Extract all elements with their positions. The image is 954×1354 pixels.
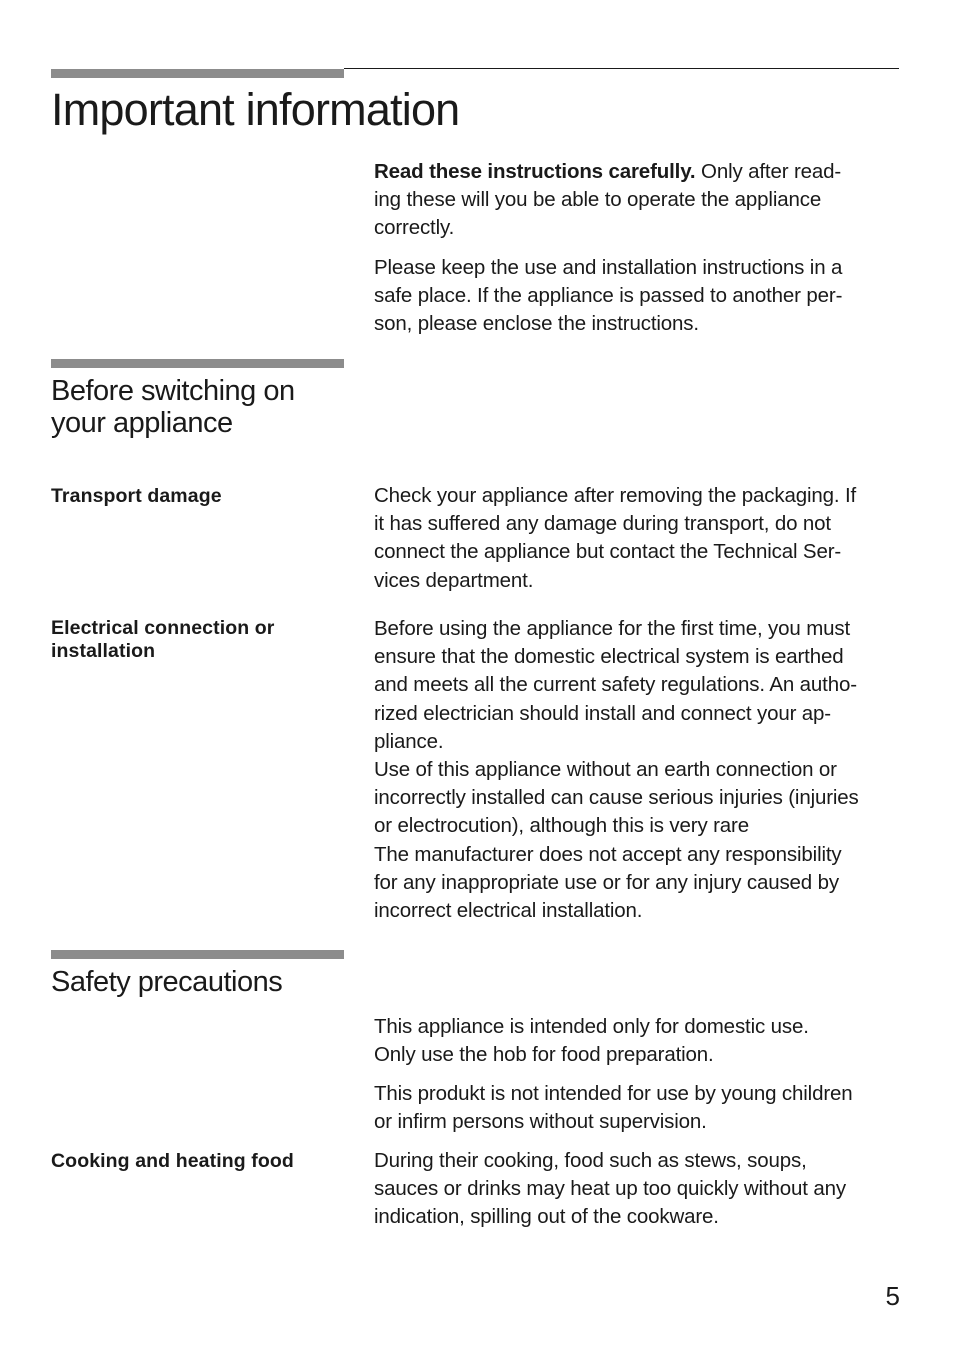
transport-line: vices department. <box>374 568 534 592</box>
intro-keep-line: Please keep the use and installation instructions in a <box>374 256 843 279</box>
cooking-line: sauces or drinks may heat up too quickly without any <box>374 1177 846 1201</box>
section-bar-safety <box>51 950 344 959</box>
safety-domestic-text <box>374 1013 906 1069</box>
section-title-before-switching <box>51 375 351 439</box>
intro-lead-rest-3: correctly. <box>374 216 455 240</box>
electrical-connection-text <box>374 615 906 925</box>
intro-keep-paragraph <box>374 254 906 339</box>
electrical-line: incorrect electrical installation. <box>374 899 643 923</box>
page-number: 5 <box>885 1281 900 1311</box>
cooking-heating-label: Cooking and heating food <box>51 1150 294 1172</box>
page-title: Important information <box>51 84 460 135</box>
section-bar-before-switching <box>51 359 344 368</box>
safety-domestic-line: This appliance is intended only for domestic use. <box>374 1015 809 1038</box>
transport-line: Check your appliance after removing the packaging. If <box>374 484 857 507</box>
electrical-line: or electrocution), although this is very rare <box>374 814 749 838</box>
transport-damage-text <box>374 482 906 595</box>
electrical-label-line: installation <box>51 640 156 662</box>
header-rule <box>344 68 899 69</box>
transport-line: it has suffered any damage during transport, do not <box>374 512 831 536</box>
safety-children-text <box>374 1080 906 1136</box>
section-title-safety: Safety precautions <box>51 966 283 998</box>
header-bar <box>51 69 344 78</box>
transport-line: connect the appliance but contact the Technical Ser- <box>374 540 842 564</box>
section-title-line: your appliance <box>51 407 233 439</box>
electrical-connection-label <box>51 617 351 663</box>
safety-domestic-line: Only use the hob for food preparation. <box>374 1043 714 1067</box>
cooking-line: During their cooking, food such as stews, soups, <box>374 1149 807 1172</box>
transport-damage-label: Transport damage <box>51 485 222 507</box>
intro-lead-rest-1: Only after read- <box>695 160 842 183</box>
electrical-line: rized electrician should install and connect your ap- <box>374 701 831 725</box>
electrical-line: pliance. <box>374 729 444 753</box>
intro-keep-line: safe place. If the appliance is passed to another per- <box>374 284 843 308</box>
intro-lead-bold: Read these instructions carefully. <box>374 160 696 183</box>
cooking-heating-text <box>374 1147 906 1232</box>
electrical-line: for any inappropriate use or for any injury caused by <box>374 870 839 894</box>
section-title-line: Before switching on <box>51 375 295 407</box>
electrical-line: and meets all the current safety regulations. An autho- <box>374 673 857 697</box>
electrical-line: The manufacturer does not accept any responsibility <box>374 842 842 866</box>
cooking-line: indication, spilling out of the cookware. <box>374 1205 719 1229</box>
electrical-line: Before using the appliance for the first time, you must <box>374 617 851 640</box>
electrical-label-line: Electrical connection or <box>51 617 275 639</box>
safety-children-line: or infirm persons without supervision. <box>374 1110 707 1134</box>
electrical-line: incorrectly installed can cause serious injuries (injuries <box>374 786 859 810</box>
intro-lead-rest-2: ing these will you be able to operate the appliance <box>374 188 822 212</box>
intro-lead-paragraph <box>374 158 906 243</box>
electrical-line: ensure that the domestic electrical system is earthed <box>374 645 844 669</box>
safety-children-line: This produkt is not intended for use by young children <box>374 1082 853 1105</box>
intro-keep-line: son, please enclose the instructions. <box>374 312 699 336</box>
electrical-line: Use of this appliance without an earth connection or <box>374 758 837 782</box>
